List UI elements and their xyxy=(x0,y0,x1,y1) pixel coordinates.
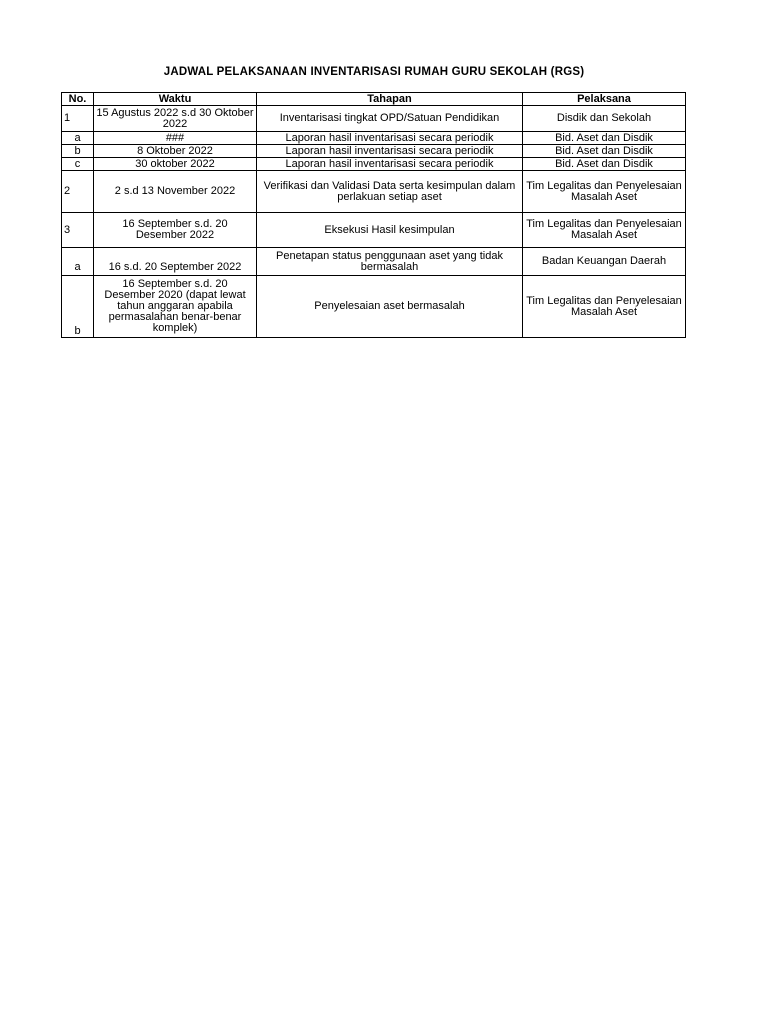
schedule-table xyxy=(61,92,686,338)
row-pelaksana: Tim Legalitas dan Penyelesaian Masalah Aset xyxy=(523,213,686,248)
row-waktu: 8 Oktober 2022 xyxy=(94,145,257,158)
row-waktu: 16 s.d. 20 September 2022 xyxy=(94,248,257,276)
row-tahapan: Eksekusi Hasil kesimpulan xyxy=(257,213,523,248)
row-no: a xyxy=(62,248,94,276)
row-tahapan: Laporan hasil inventarisasi secara periodik xyxy=(257,145,523,158)
row-tahapan: Laporan hasil inventarisasi secara periodik xyxy=(257,132,523,145)
table-row xyxy=(62,171,686,213)
row-pelaksana: Bid. Aset dan Disdik xyxy=(523,145,686,158)
row-waktu: ### xyxy=(94,132,257,145)
row-pelaksana: Tim Legalitas dan Penyelesaian Masalah Aset xyxy=(523,171,686,213)
row-no: 3 xyxy=(62,213,94,248)
row-waktu: 16 September s.d. 20 Desember 2022 xyxy=(94,213,257,248)
row-no: 1 xyxy=(62,106,94,132)
table-row xyxy=(62,248,686,276)
row-pelaksana: Bid. Aset dan Disdik xyxy=(523,132,686,145)
header-no: No. xyxy=(62,93,94,106)
row-no: a xyxy=(62,132,94,145)
row-no: b xyxy=(62,145,94,158)
page-title: JADWAL PELAKSANAAN INVENTARISASI RUMAH GURU SEKOLAH (RGS) xyxy=(163,66,585,78)
row-waktu: 30 oktober 2022 xyxy=(94,158,257,171)
row-waktu: 2 s.d 13 November 2022 xyxy=(94,171,257,213)
row-pelaksana: Bid. Aset dan Disdik xyxy=(523,158,686,171)
row-no: c xyxy=(62,158,94,171)
row-no: 2 xyxy=(62,171,94,213)
row-tahapan: Inventarisasi tingkat OPD/Satuan Pendidikan xyxy=(257,106,523,132)
row-pelaksana: Disdik dan Sekolah xyxy=(523,106,686,132)
row-waktu: 16 September s.d. 20 Desember 2020 (dapat lewat tahun anggaran apabila permasalahan benar-benar komplek) xyxy=(94,276,257,338)
row-tahapan: Penetapan status penggunaan aset yang tidak bermasalah xyxy=(257,248,523,276)
row-pelaksana: Badan Keuangan Daerah xyxy=(523,248,686,276)
table-row xyxy=(62,145,686,158)
row-no: b xyxy=(62,276,94,338)
row-tahapan: Laporan hasil inventarisasi secara periodik xyxy=(257,158,523,171)
table-header-row xyxy=(62,93,686,106)
table-row xyxy=(62,213,686,248)
row-pelaksana: Tim Legalitas dan Penyelesaian Masalah Aset xyxy=(523,276,686,338)
table-row xyxy=(62,158,686,171)
table-row xyxy=(62,276,686,338)
row-tahapan: Penyelesaian aset bermasalah xyxy=(257,276,523,338)
table-row xyxy=(62,132,686,145)
row-tahapan: Verifikasi dan Validasi Data serta kesimpulan dalam perlakuan setiap aset xyxy=(257,171,523,213)
header-tahapan: Tahapan xyxy=(257,93,523,106)
table-row xyxy=(62,106,686,132)
header-pelaksana: Pelaksana xyxy=(523,93,686,106)
header-waktu: Waktu xyxy=(94,93,257,106)
row-waktu: 15 Agustus 2022 s.d 30 Oktober 2022 xyxy=(94,106,257,132)
